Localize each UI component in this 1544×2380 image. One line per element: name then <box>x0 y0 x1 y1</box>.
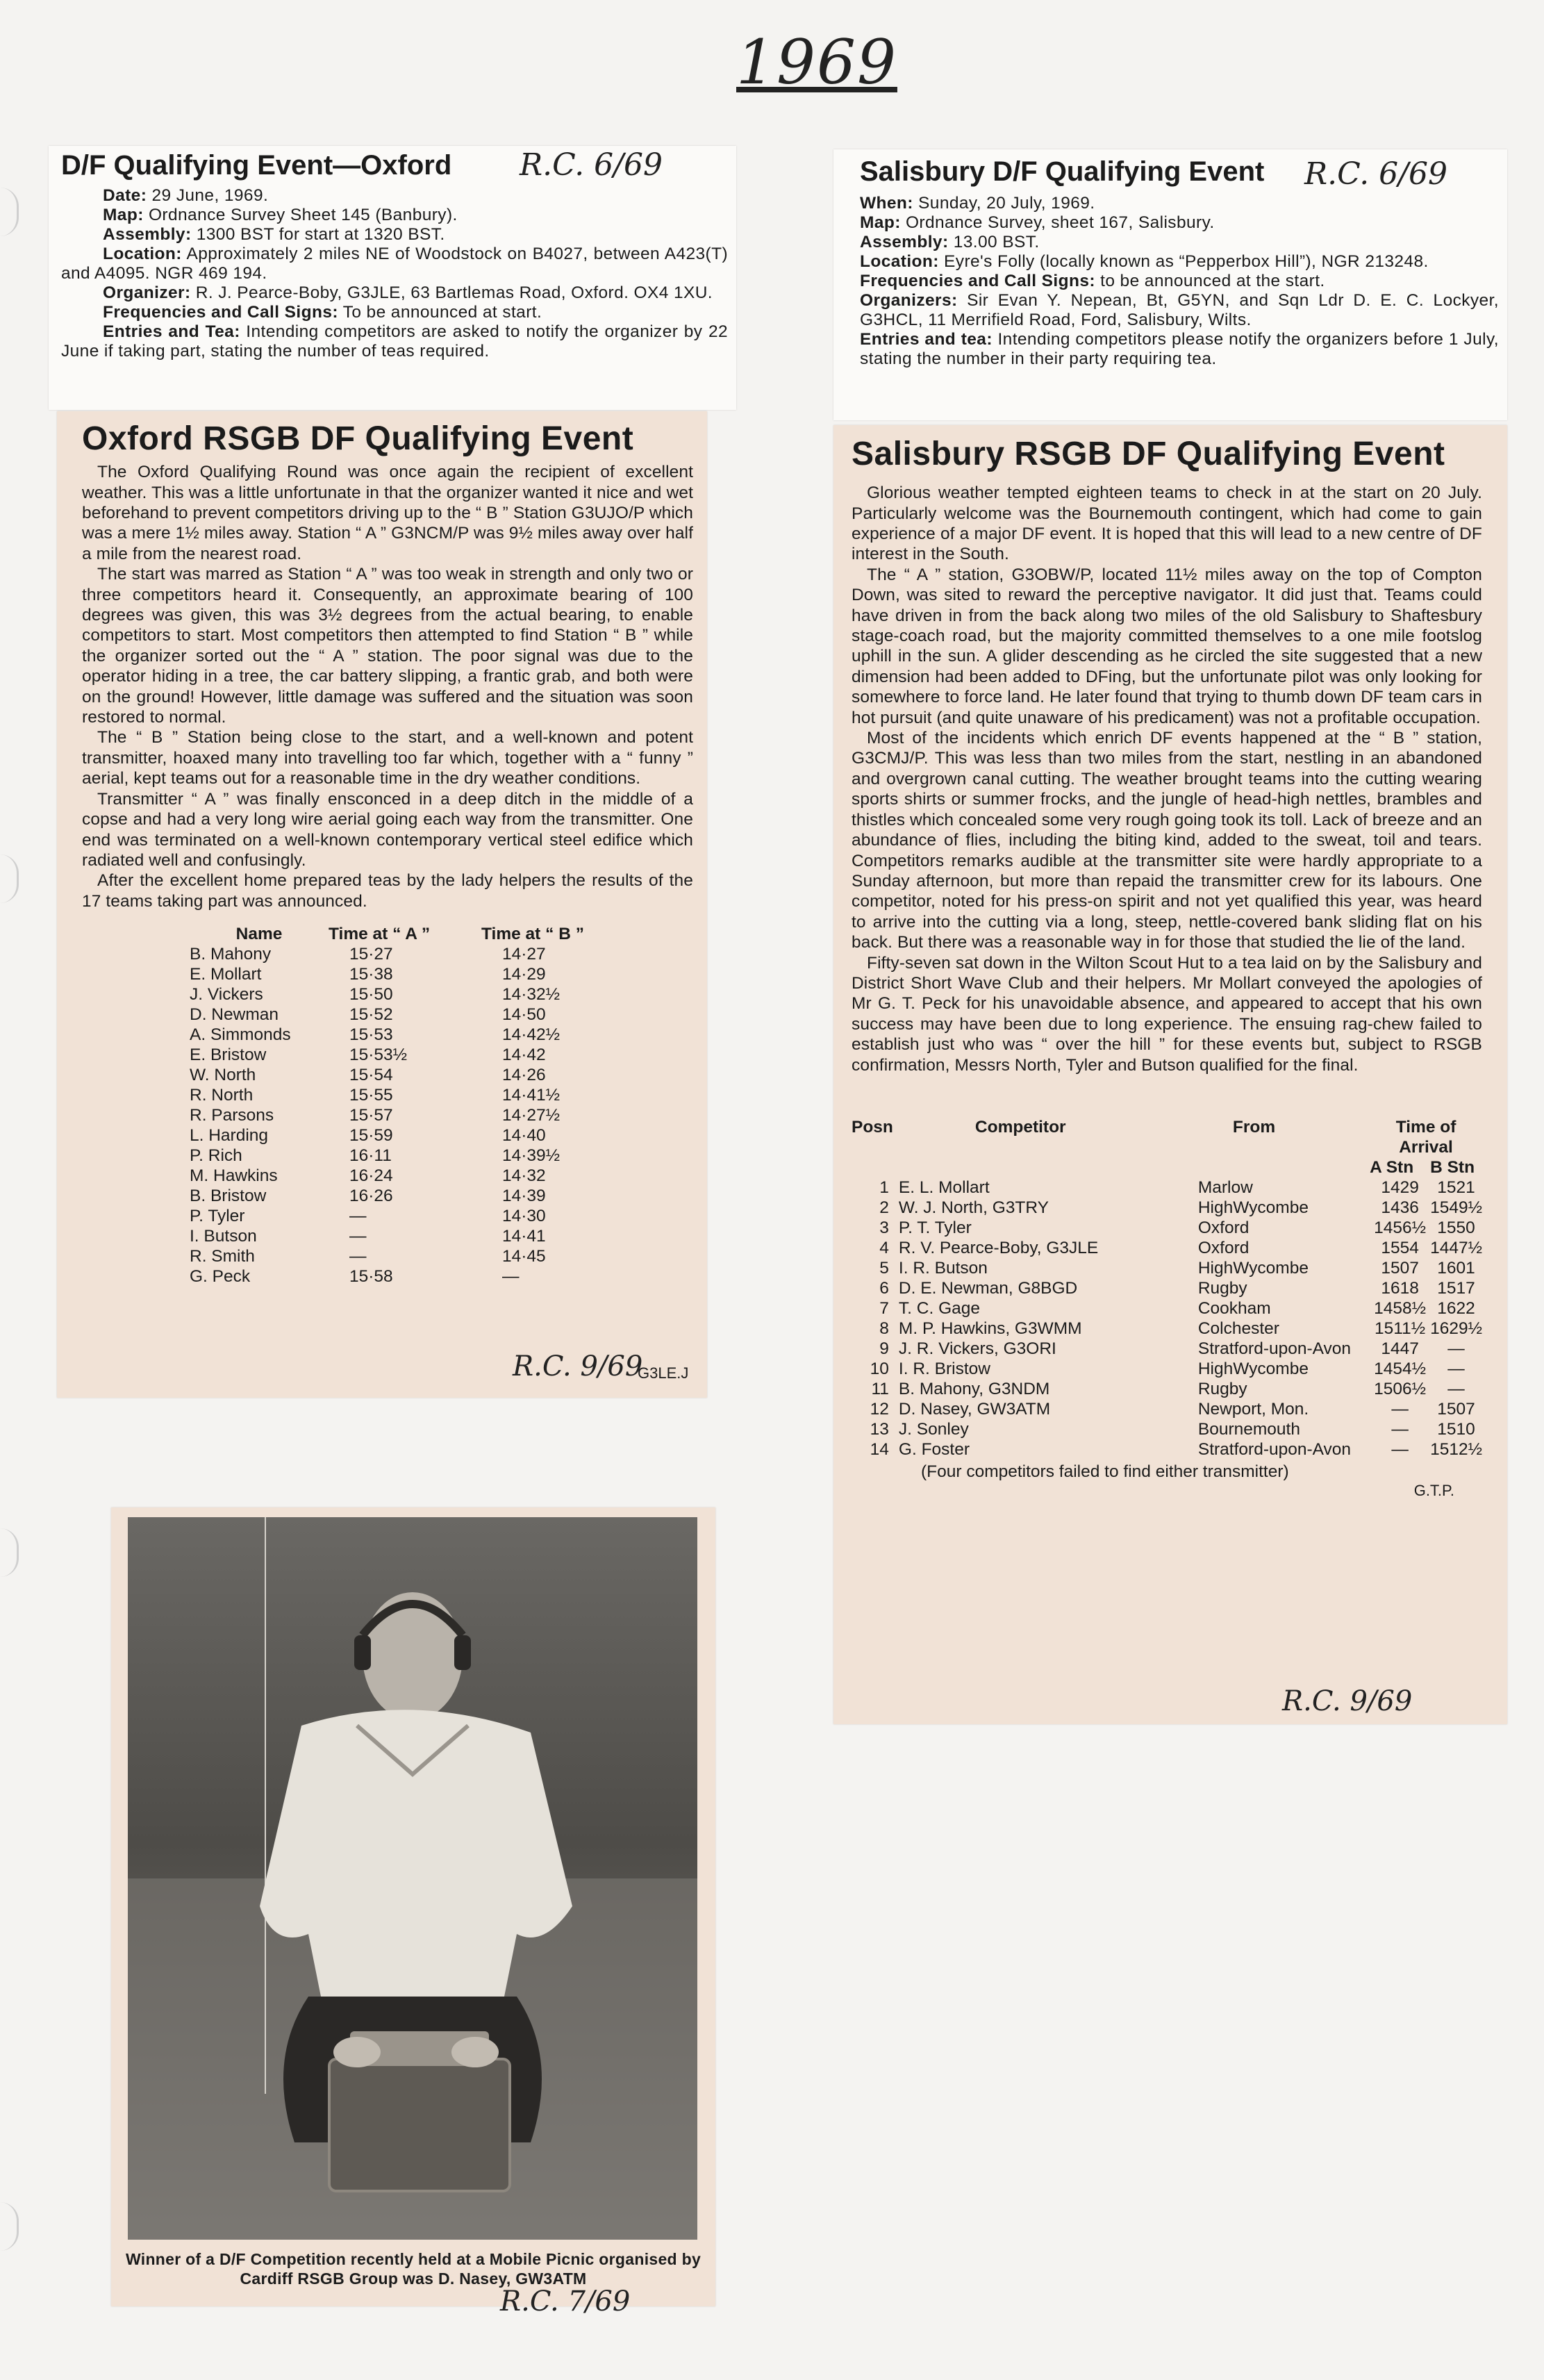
name-cell: W. North <box>190 1066 256 1085</box>
table-row <box>852 1359 1482 1379</box>
time-b-cell: 14·41½ <box>502 1086 561 1105</box>
posn-cell: 6 <box>879 1278 889 1298</box>
b-stn-cell: 1507 <box>1437 1399 1475 1419</box>
table-row <box>190 1226 620 1246</box>
handwritten-year: 1969 <box>736 26 897 98</box>
name-cell: L. Harding <box>190 1126 269 1146</box>
from-cell: Rugby <box>1197 1278 1247 1298</box>
a-stn-cell: 1429 <box>1381 1177 1419 1197</box>
time-a-cell: 15·38 <box>349 965 393 984</box>
time-a-cell: 15·58 <box>349 1267 393 1287</box>
time-a-cell: 16·24 <box>349 1166 393 1186</box>
from-cell: Newport, Mon. <box>1197 1399 1309 1419</box>
punch-hole-mark <box>0 188 19 236</box>
table-row <box>190 1045 620 1065</box>
punch-hole-mark <box>0 854 19 903</box>
competitor-cell: M. P. Hawkins, G3WMM <box>898 1319 1082 1338</box>
handwritten-note: R.C. 9/69 <box>1282 1685 1413 1717</box>
time-b-cell: 14·32 <box>502 1166 546 1186</box>
time-b-cell: 14·40 <box>502 1126 546 1146</box>
competitor-cell: R. V. Pearce-Boby, G3JLE <box>898 1238 1099 1257</box>
table-row <box>852 1298 1482 1319</box>
photo-clipping <box>111 1507 715 2317</box>
salisbury-report-body: Glorious weather tempted eighteen teams to check in at the start on 20 July. Particularly welcome was the Bournemouth contingent, which had come to gain experience of a major DF event. It is hoped that this will lead to a new centre of DF interest in the South. The “ A ” station, G3OBW/P, located 11½ miles away on the top of Compton Down, was sited to reward the perceptive navigator. It did just that. Teams could have driven in from the back along two miles of the old Salisbury to Shaftesbury stage-coach road, but the majority committed themselves to a one mile footslog uphill in the sun. A glider descending as he circled the site suggested that a new dimension had been added to DFing, but the unfortunate pilot was only looking for somewhere to force land. He later found that trying to thumb down DF team cars in hot pursuit (and quite unaware of his predicament) was not a profitable occupation. Most of the incidents which enrich DF events happened at the “ B ” station, G3CMJ/P. This was less than two miles from the start, nestling in an abandoned and overgrown canal cutting. The weather brought teams into the cutting wearing sports shirts or summer frocks, and the jungle of head-high nettles, brambles and thistles which concealed some very rough going took its toll. Lack of breeze and an abundance of flies, including the biting kind, added to the sweat, toil and tears. Competitors remarks audible at the transmitter site were hardly appropriate to a Sunday afternoon, but more than repaid the transmitter crew for its labours. One competitor, noted for his press-on spirit and not yet qualified this year, was heard to arrive into the cutting via a long, steep, nettle-covered bank sliding flat on his back. But there was a reasonable way in for those that studied the lie of the land. Fifty-seven sat down in the Wilton Scout Hut to a tea laid on by the Salisbury and District Short Wave Club and their helpers. Mr Mollart conveyed the apologies of Mr G. T. Peck for his unavoidable absence, and appeared to accept that his own success may have been due to long experience. The ensuing rag-chew failed to establish just who was “ over the hill ” for these events but, subject to RSGB confirmation, Messrs North, Tyler and Butson qualified for the final. <box>852 484 1482 1075</box>
posn-cell: 4 <box>879 1238 889 1257</box>
salisbury-notice-title: Salisbury D/F Qualifying Event <box>860 156 1265 187</box>
time-b-cell: 14·45 <box>502 1247 546 1266</box>
table-row <box>190 1025 620 1045</box>
name-cell: B. Mahony <box>190 945 272 964</box>
time-a-cell: 16·26 <box>349 1187 393 1206</box>
time-b-cell: 14·30 <box>502 1207 546 1226</box>
oxford-notice-details: Date: 29 June, 1969. Map: Ordnance Survey Sheet 145 (Banbury). Assembly: 1300 BST for start at 1320 BST. Location: Approximately 2 miles NE of Woodstock on B4027, between A423(T) and A4095. NGR 469 194. Organizer: R. J. Pearce-Boby, G3JLE, 63 Bartlemas Road, Oxford. OX4 1XU. Frequencies and Call Signs: To be announced at start. Entries and Tea: Intending competitors are asked to notify the organizer by 22 June if taking part, stating the number of teas required. <box>61 186 729 361</box>
competitor-cell: J. R. Vickers, G3ORI <box>898 1339 1056 1358</box>
posn-cell: 14 <box>870 1439 889 1459</box>
from-cell: Colchester <box>1197 1319 1279 1338</box>
from-cell: Oxford <box>1197 1218 1250 1237</box>
table-row <box>852 1439 1482 1460</box>
time-b-cell: 14·32½ <box>502 985 561 1005</box>
oxford-report-body: The Oxford Qualifying Round was once again the recipient of excellent weather. This was a little unfortunate in that the organizer wanted it nice and wet beforehand to prevent competitors driving up to the “ B ” Station G3UJO/P which was a mere 1½ miles away. Station “ A ” G3NCM/P was 9½ miles away over half a mile from the nearest road. The start was marred as Station “ A ” was too weak in strength and only two or three competitors heard it. Consequently, an approximate bearing of 100 degrees was given, this was 3½ degrees from the actual bearing, to enable competitors to start. Most competitors then attempted to find Station “ B ” while the organizer sorted out the “ A ” station. The poor signal was due to the operator hiding in a tree, the car battery slipping, a frantic grab, and both were on the ground! However, little damage was suffered and the situation was soon restored to normal. The “ B ” Station being close to the start, and a well-known and potent transmitter, hoaxed many into travelling too far which, together with a “ funny ” aerial, kept teams out for a reasonable time in the dry weather conditions. Transmitter “ A ” was finally ensconced in a deep ditch in the middle of a copse and had a very long wire aerial going each way from the transmitter. One end was terminated on a well-known contemporary vertical steel edifice which radiated well and confusingly. After the excellent home prepared teas by the lady helpers the results of the 17 teams taking part was announced. <box>82 463 693 911</box>
salisbury-report-title: Salisbury RSGB DF Qualifying Event <box>852 436 1445 472</box>
table-row <box>852 1399 1482 1419</box>
table-row <box>852 1339 1482 1359</box>
name-cell: G. Peck <box>190 1267 251 1287</box>
a-stn-cell: 1436 <box>1381 1198 1419 1217</box>
time-b-cell: 14·39½ <box>502 1146 561 1166</box>
b-stn-cell: 1510 <box>1437 1419 1475 1439</box>
time-b-cell: 14·27½ <box>502 1106 561 1125</box>
table-footnote: (Four competitors failed to find either transmitter) <box>921 1462 1289 1481</box>
a-stn-cell: 1506½ <box>1374 1379 1427 1398</box>
a-stn-cell: 1454½ <box>1374 1359 1427 1378</box>
table-row <box>852 1218 1482 1238</box>
time-b-cell: 14·39 <box>502 1187 546 1206</box>
b-stn-cell: 1521 <box>1437 1177 1475 1197</box>
competitor-cell: J. Sonley <box>898 1419 969 1439</box>
time-a-cell: 15·52 <box>349 1005 393 1025</box>
b-stn-cell: 1622 <box>1437 1298 1475 1318</box>
time-b-cell: 14·42 <box>502 1046 546 1065</box>
posn-cell: 13 <box>870 1419 889 1439</box>
table-row <box>190 1146 620 1166</box>
handwritten-note: R.C. 9/69 <box>513 1350 643 1382</box>
time-a-cell: 15·59 <box>349 1126 393 1146</box>
a-stn-cell: 1447 <box>1381 1339 1419 1358</box>
competitor-cell: G. Foster <box>898 1439 970 1459</box>
time-b-cell: — <box>502 1267 520 1287</box>
time-b-cell: 14·41 <box>502 1227 546 1246</box>
salisbury-report-clipping <box>833 425 1507 1724</box>
handwritten-note: R.C. 6/69 <box>1304 156 1447 192</box>
time-b-cell: 14·27 <box>502 945 546 964</box>
posn-cell: 5 <box>879 1258 889 1278</box>
b-stn-cell: 1629½ <box>1430 1319 1482 1338</box>
from-cell: HighWycombe <box>1197 1258 1309 1278</box>
table-row <box>852 1419 1482 1439</box>
from-cell: Cookham <box>1197 1298 1271 1318</box>
signature: G.T.P. <box>1413 1481 1454 1499</box>
table-header-row: Name Time at “ A ” Time at “ B ” <box>235 925 584 944</box>
b-stn-cell: 1549½ <box>1430 1198 1482 1217</box>
table-row <box>190 1206 620 1226</box>
table-row <box>190 1085 620 1105</box>
from-cell: Oxford <box>1197 1238 1250 1257</box>
time-a-cell: 15·57 <box>349 1106 393 1125</box>
oxford-notice-title: D/F Qualifying Event—Oxford <box>61 150 452 181</box>
name-cell: R. Parsons <box>190 1106 274 1125</box>
oxford-report-clipping <box>57 411 707 1398</box>
name-cell: E. Bristow <box>190 1046 267 1065</box>
table-row <box>852 1238 1482 1258</box>
table-row <box>852 1278 1482 1298</box>
time-a-cell: — <box>349 1227 367 1246</box>
name-cell: M. Hawkins <box>190 1166 278 1186</box>
a-stn-cell: — <box>1391 1399 1409 1419</box>
a-stn-cell: — <box>1391 1439 1409 1459</box>
a-stn-cell: 1554 <box>1381 1238 1419 1257</box>
table-row <box>852 1177 1482 1198</box>
table-subheader-row: A Stn B Stn <box>1370 1157 1475 1177</box>
time-b-cell: 14·42½ <box>502 1025 561 1045</box>
b-stn-cell: 1601 <box>1437 1258 1475 1278</box>
competitor-cell: I. R. Butson <box>898 1258 988 1278</box>
table-row <box>190 1065 620 1085</box>
b-stn-cell: — <box>1447 1379 1465 1398</box>
posn-cell: 8 <box>879 1319 889 1338</box>
time-b-cell: 14·26 <box>502 1066 546 1085</box>
time-a-cell: 15·50 <box>349 985 393 1005</box>
table-row <box>190 1246 620 1266</box>
photo-man-with-df-receiver <box>128 1517 697 2240</box>
table-row <box>190 1186 620 1206</box>
posn-cell: 11 <box>871 1379 889 1398</box>
time-a-cell: 15·54 <box>349 1066 393 1085</box>
oxford-notice-clipping <box>49 146 736 410</box>
name-cell: B. Bristow <box>190 1187 267 1206</box>
name-cell: E. Mollart <box>190 965 262 984</box>
posn-cell: 12 <box>870 1399 889 1419</box>
from-cell: Bournemouth <box>1197 1419 1300 1439</box>
a-stn-cell: 1507 <box>1381 1258 1419 1278</box>
table-row <box>190 964 620 984</box>
table-row <box>190 984 620 1005</box>
name-cell: J. Vickers <box>190 985 263 1005</box>
a-stn-cell: 1618 <box>1381 1278 1419 1298</box>
table-header-row: Posn Competitor From Time of Arrival <box>852 1117 1456 1157</box>
time-b-cell: 14·50 <box>502 1005 546 1025</box>
competitor-cell: D. E. Newman, G8BGD <box>898 1278 1078 1298</box>
oxford-results-table <box>190 924 620 1287</box>
from-cell: Rugby <box>1197 1379 1247 1398</box>
b-stn-cell: 1447½ <box>1430 1238 1482 1257</box>
salisbury-notice-clipping <box>833 149 1507 420</box>
b-stn-cell: — <box>1447 1339 1465 1358</box>
from-cell: Marlow <box>1197 1177 1253 1197</box>
time-a-cell: 16·11 <box>349 1146 392 1166</box>
table-row <box>190 1125 620 1146</box>
posn-cell: 10 <box>870 1359 889 1378</box>
name-cell: A. Simmonds <box>190 1025 291 1045</box>
name-cell: I. Butson <box>190 1227 257 1246</box>
b-stn-cell: — <box>1447 1359 1465 1378</box>
salisbury-results-table <box>852 1117 1482 1460</box>
a-stn-cell: 1458½ <box>1374 1298 1427 1318</box>
table-row <box>190 1005 620 1025</box>
posn-cell: 7 <box>879 1298 889 1318</box>
name-cell: P. Tyler <box>190 1207 245 1226</box>
posn-cell: 2 <box>879 1198 889 1217</box>
time-b-cell: 14·29 <box>502 965 546 984</box>
posn-cell: 1 <box>879 1177 889 1197</box>
name-cell: R. North <box>190 1086 254 1105</box>
a-stn-cell: 1456½ <box>1374 1218 1427 1237</box>
competitor-cell: E. L. Mollart <box>898 1177 990 1197</box>
handwritten-note: R.C. 6/69 <box>520 147 663 183</box>
name-cell: R. Smith <box>190 1247 255 1266</box>
posn-cell: 9 <box>879 1339 889 1358</box>
time-a-cell: 15·53½ <box>349 1046 408 1065</box>
a-stn-cell: — <box>1391 1419 1409 1439</box>
table-row <box>190 1105 620 1125</box>
table-row <box>852 1258 1482 1278</box>
competitor-cell: I. R. Bristow <box>898 1359 990 1378</box>
competitor-cell: T. C. Gage <box>898 1298 981 1318</box>
from-cell: HighWycombe <box>1197 1198 1309 1217</box>
b-stn-cell: 1550 <box>1437 1218 1475 1237</box>
a-stn-cell: 1511½ <box>1375 1319 1426 1338</box>
salisbury-notice-details: When: Sunday, 20 July, 1969. Map: Ordnance Survey, sheet 167, Salisbury. Assembly: 13.00 BST. Location: Eyre's Folly (locally known as “Pepperbox Hill”), NGR 213248. Frequencies and Call Signs: to be announced at the start. Organizers: Sir Evan Y. Nepean, Bt, G5YN, and Sqn Ldr D. E. C. Lockyer, G3HCL, 11 Merrifield Road, Ford, Salisbury, Wilts. Entries and tea: Intending competitors please notify the organizers before 1 July, stating the number in their party requiring tea. <box>860 194 1499 368</box>
competitor-cell: P. T. Tyler <box>898 1218 972 1237</box>
time-a-cell: — <box>349 1247 367 1266</box>
competitor-cell: B. Mahony, G3NDM <box>898 1379 1050 1398</box>
table-row <box>190 944 620 964</box>
table-row <box>852 1379 1482 1399</box>
posn-cell: 3 <box>879 1218 889 1237</box>
time-a-cell: 15·27 <box>349 945 393 964</box>
from-cell: HighWycombe <box>1197 1359 1309 1378</box>
b-stn-cell: 1517 <box>1437 1278 1475 1298</box>
competitor-cell: W. J. North, G3TRY <box>898 1198 1049 1217</box>
table-row <box>190 1266 620 1287</box>
from-cell: Stratford-upon-Avon <box>1197 1439 1352 1459</box>
photo-caption: Winner of a D/F Competition recently held at a Mobile Picnic organised by Cardiff RSGB Group was D. Nasey, GW3ATM <box>125 2250 702 2288</box>
oxford-report-title: Oxford RSGB DF Qualifying Event <box>82 420 634 457</box>
name-cell: D. Newman <box>190 1005 279 1025</box>
punch-hole-mark <box>0 1528 19 1577</box>
from-cell: Stratford-upon-Avon <box>1197 1339 1352 1358</box>
table-row <box>190 1166 620 1186</box>
time-a-cell: 15·53 <box>349 1025 393 1045</box>
handwritten-note: R.C. 7/69 <box>500 2286 631 2317</box>
b-stn-cell: 1512½ <box>1430 1439 1482 1459</box>
name-cell: P. Rich <box>190 1146 242 1166</box>
signature: G3LE.J <box>638 1364 689 1382</box>
table-row <box>852 1319 1482 1339</box>
time-a-cell: — <box>349 1207 367 1226</box>
time-a-cell: 15·55 <box>349 1086 393 1105</box>
punch-hole-mark <box>0 2202 19 2251</box>
table-row <box>852 1198 1482 1218</box>
competitor-cell: D. Nasey, GW3ATM <box>898 1399 1051 1419</box>
